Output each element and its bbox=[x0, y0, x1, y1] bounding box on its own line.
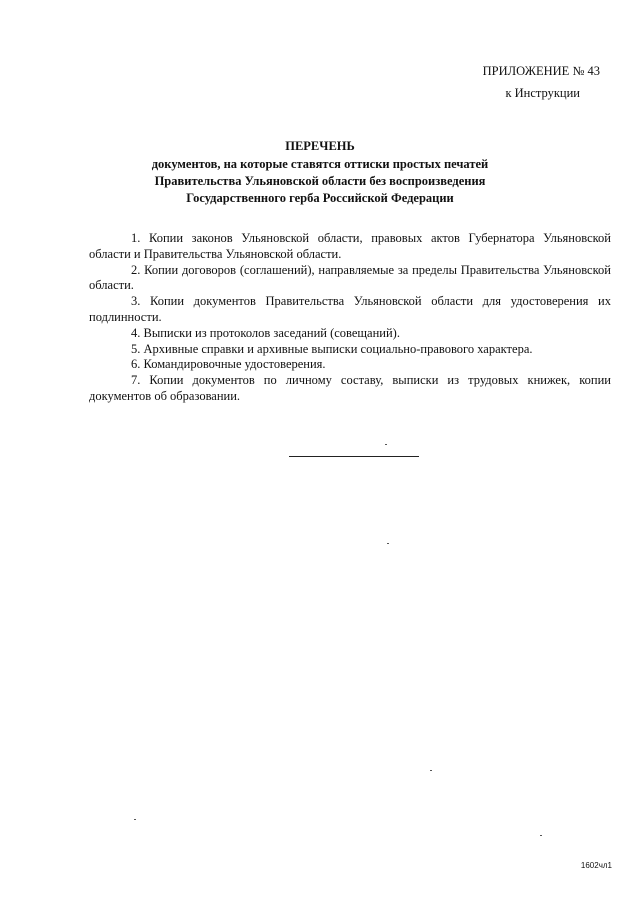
title-heading: ПЕРЕЧЕНЬ bbox=[285, 139, 355, 153]
scan-speck bbox=[385, 444, 387, 445]
scan-speck bbox=[134, 819, 136, 820]
appendix-reference: к Инструкции bbox=[505, 86, 580, 100]
scan-speck bbox=[540, 835, 542, 836]
list-item-6: 6. Командировочные удостоверения. bbox=[131, 357, 326, 372]
document-title bbox=[0, 138, 640, 207]
end-divider bbox=[289, 456, 419, 457]
title-line-2: Правительства Ульяновской области без воспроизведения bbox=[154, 174, 486, 188]
title-line-1: документов, на которые ставятся оттиски простых печатей bbox=[151, 157, 489, 171]
scan-speck bbox=[430, 770, 432, 771]
list-item-7: 7. Копии документов по личному составу, выписки из трудовых книжек, копии документов об образовании. bbox=[89, 373, 611, 403]
list-item-3: 3. Копии документов Правительства Ульяновской области для удостоверения их подлинности. bbox=[89, 294, 611, 324]
footer-code: 1602чл1 bbox=[580, 861, 612, 870]
list-item-2: 2. Копии договоров (соглашений), направляемые за пределы Правительства Ульяновской области. bbox=[89, 262, 611, 293]
document-list bbox=[89, 231, 611, 405]
scan-speck bbox=[387, 543, 389, 544]
title-line-3: Государственного герба Российской Федерации bbox=[186, 191, 454, 205]
list-item-4: 4. Выписки из протоколов заседаний (совещаний). bbox=[131, 325, 400, 340]
appendix-header bbox=[483, 60, 600, 104]
list-item-1: 1. Копии законов Ульяновской области, правовых актов Губернатора Ульяновской области и Правительства Ульяновской области. bbox=[89, 231, 611, 261]
appendix-number: ПРИЛОЖЕНИЕ № 43 bbox=[482, 64, 600, 78]
list-item-5: 5. Архивные справки и архивные выписки социально-правового характера. bbox=[131, 341, 533, 356]
